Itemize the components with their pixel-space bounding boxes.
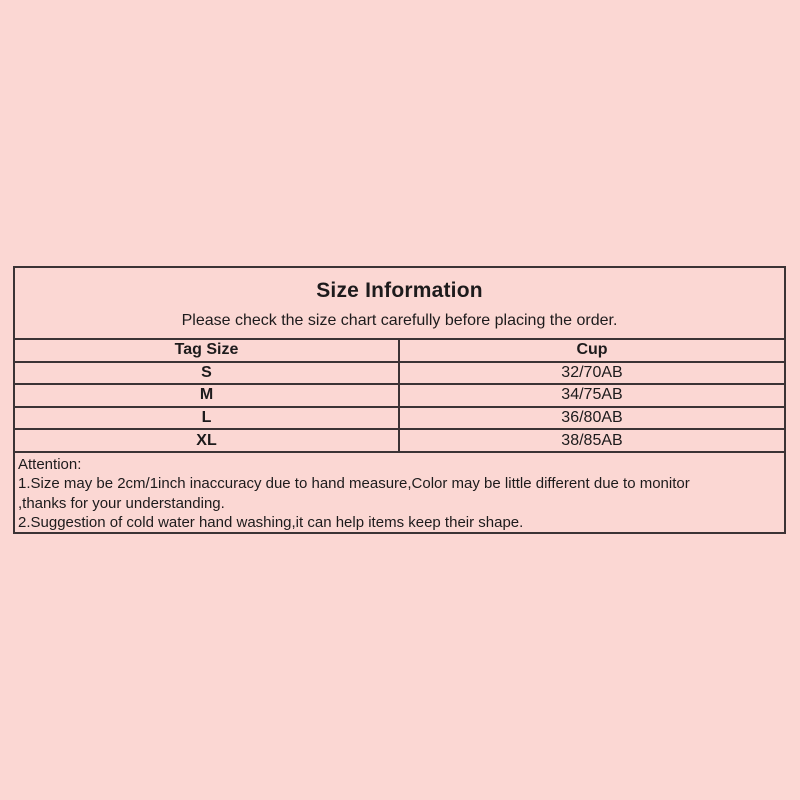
table-row: [15, 361, 784, 384]
cup-value: 32/70AB: [561, 363, 623, 381]
cup-value: 36/80AB: [561, 409, 623, 427]
table-row: [15, 428, 784, 451]
tag-size-value: XL: [15, 430, 400, 451]
attention-title: Attention:: [18, 455, 82, 473]
table-row: [15, 383, 784, 406]
table-row: [15, 406, 784, 429]
tag-size-value: M: [15, 385, 400, 406]
attention-line-3: 2.Suggestion of cold water hand washing,it can help items keep their shape.: [18, 513, 524, 531]
cup-value: 34/75AB: [561, 386, 623, 404]
title-section: [15, 268, 784, 338]
page-title: Size Information: [316, 279, 483, 302]
attention-section: [15, 451, 784, 532]
subtitle-text: Please check the size chart carefully before placing the order.: [181, 312, 618, 329]
attention-line-2: ,thanks for your understanding.: [18, 494, 225, 512]
cup-value: 38/85AB: [561, 431, 623, 449]
column-header-cup: Cup: [576, 341, 608, 359]
tag-size-value: S: [15, 363, 400, 384]
tag-size-value: L: [15, 408, 400, 429]
attention-line-1: 1.Size may be 2cm/1inch inaccuracy due to hand measure,Color may be little different due to monitor: [18, 475, 690, 493]
size-information-table: [13, 266, 786, 534]
column-header-tag-size: Tag Size: [15, 340, 400, 361]
table-header-row: [15, 338, 784, 361]
